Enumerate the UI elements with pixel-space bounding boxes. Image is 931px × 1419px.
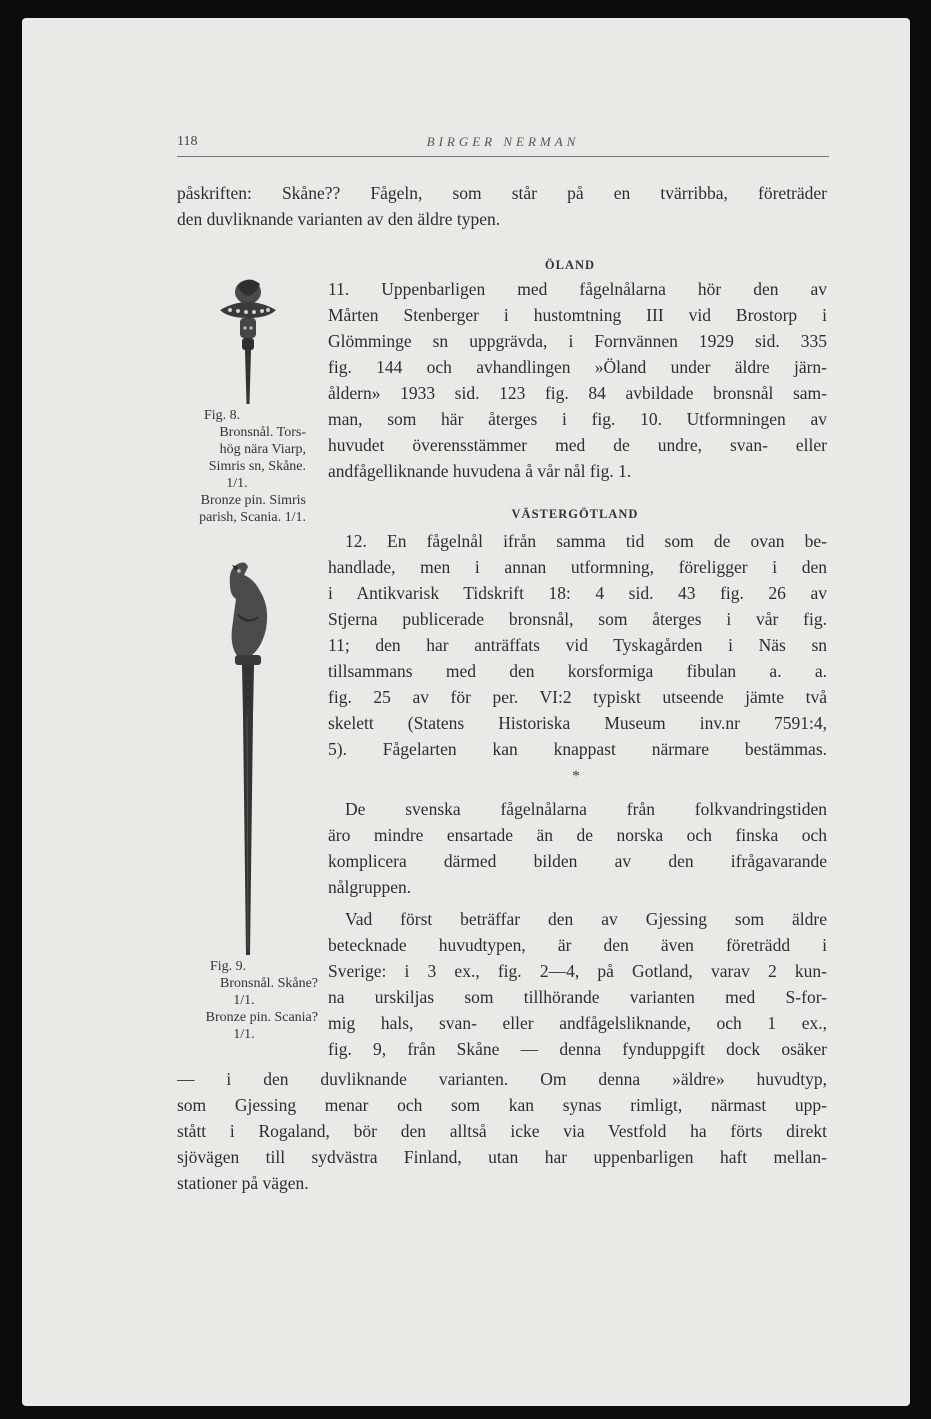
- section-heading-vastergotland: VÄSTERGÖTLAND: [511, 507, 639, 521]
- caption-line: Bronsnål. Skåne?: [220, 976, 318, 991]
- body-line: Stjerna publicerade bronsnål, som återges i vår fig.: [328, 609, 827, 629]
- section-separator: *: [572, 768, 580, 785]
- body-line: 11. Uppenbarligen med fågelnålarna hör den av: [328, 279, 827, 299]
- caption-line: Bronze pin. Scania?: [205, 1010, 318, 1025]
- fig9-bird-pin-image: [208, 555, 288, 965]
- body-line: 12. En fågelnål ifrån samma tid som de ovan be-: [345, 531, 827, 551]
- caption-line: Bronze pin. Simris: [200, 493, 306, 508]
- body-line: Vad först beträffar den av Gjessing som äldre: [345, 909, 827, 929]
- caption-line: 1/1.: [233, 993, 255, 1008]
- section-heading-oland: ÖLAND: [544, 258, 596, 272]
- body-line: äro mindre ensartade än de norska och finska och: [328, 825, 827, 845]
- body-line: Mårten Stenberger i hustomtning III vid Brostorp i: [328, 305, 827, 325]
- body-line: stationer på vägen.: [177, 1173, 309, 1193]
- body-line: huvudet överensstämmer med de undre, svan- eller: [328, 435, 827, 455]
- body-line: i Antikvarisk Tidskrift 18: 4 sid. 43 fig. 26 av: [328, 583, 827, 603]
- body-line: sjövägen till sydvästra Finland, utan har uppenbarligen haft mellan-: [177, 1147, 827, 1167]
- body-line: De svenska fågelnålarna från folkvandringstiden: [345, 799, 827, 819]
- body-line: fig. 9, från Skåne — denna fynduppgift dock osäker: [328, 1039, 827, 1059]
- body-line: — i den duvliknande varianten. Om denna »äldre» huvudtyp,: [177, 1069, 827, 1089]
- body-line: komplicera därmed bilden av den ifrågavarande: [328, 851, 827, 871]
- fig8-pin-image: [208, 272, 288, 407]
- body-line: mig hals, svan- eller andfågelsliknande, och 1 ex.,: [328, 1013, 827, 1033]
- caption-line: Simris sn, Skåne.: [208, 459, 306, 474]
- body-line: andfågelliknande huvudena å vår nål fig. 1.: [328, 461, 632, 481]
- body-line: 5). Fågelarten kan knappast närmare bestämmas.: [328, 739, 827, 759]
- body-line: åldern» 1933 sid. 123 fig. 84 avbildade bronsnål sam-: [328, 383, 827, 403]
- caption-line: parish, Scania. 1/1.: [199, 510, 306, 525]
- page-number: 118: [177, 134, 198, 149]
- body-line: betecknade huvudtypen, är den även företrädd i: [328, 935, 827, 955]
- body-line: 11; den har anträffats vid Tyskagården i Näs sn: [328, 635, 827, 655]
- fig8-caption: [168, 407, 306, 526]
- body-line: na urskiljas som tillhörande varianten med S-for-: [328, 987, 827, 1007]
- running-head: BIRGER NERMAN: [426, 134, 580, 149]
- caption-line: 1/1.: [226, 476, 248, 491]
- body-line: Sverige: i 3 ex., fig. 2—4, på Gotland, varav 2 kun-: [328, 961, 827, 981]
- fig9-caption: [170, 958, 318, 1043]
- body-line: fig. 144 och avhandlingen »Öland under äldre järn-: [328, 357, 827, 377]
- caption-line: Fig. 8.: [204, 408, 241, 423]
- body-line: nålgruppen.: [328, 877, 412, 897]
- caption-line: Bronsnål. Tors-: [219, 425, 306, 440]
- body-line: skelett (Statens Historiska Museum inv.nr 7591:4,: [328, 713, 827, 733]
- body-line: stått i Rogaland, bör den alltså icke via Vestfold ha förts direkt: [177, 1121, 827, 1141]
- body-line: man, som här återges i fig. 10. Utformningen av: [328, 409, 827, 429]
- caption-line: Fig. 9.: [210, 959, 247, 974]
- page-header: [177, 132, 829, 157]
- caption-line: hög nära Viarp,: [219, 442, 306, 457]
- body-line: handlade, men i annan utformning, föreligger i den: [328, 557, 827, 577]
- body-line: Glömminge sn uppgrävda, i Fornvännen 1929 sid. 335: [328, 331, 827, 351]
- body-line: påskriften: Skåne?? Fågeln, som står på en tvärribba, företräder: [177, 183, 827, 203]
- body-line: tillsammans med den korsformiga fibulan a. a.: [328, 661, 827, 681]
- caption-line: 1/1.: [233, 1027, 255, 1042]
- body-line: den duvliknande varianten av den äldre typen.: [177, 209, 501, 229]
- body-line: som Gjessing menar och som kan synas rimligt, närmast upp-: [177, 1095, 827, 1115]
- body-line: fig. 25 av för per. VI:2 typiskt utseende jämte två: [328, 687, 827, 707]
